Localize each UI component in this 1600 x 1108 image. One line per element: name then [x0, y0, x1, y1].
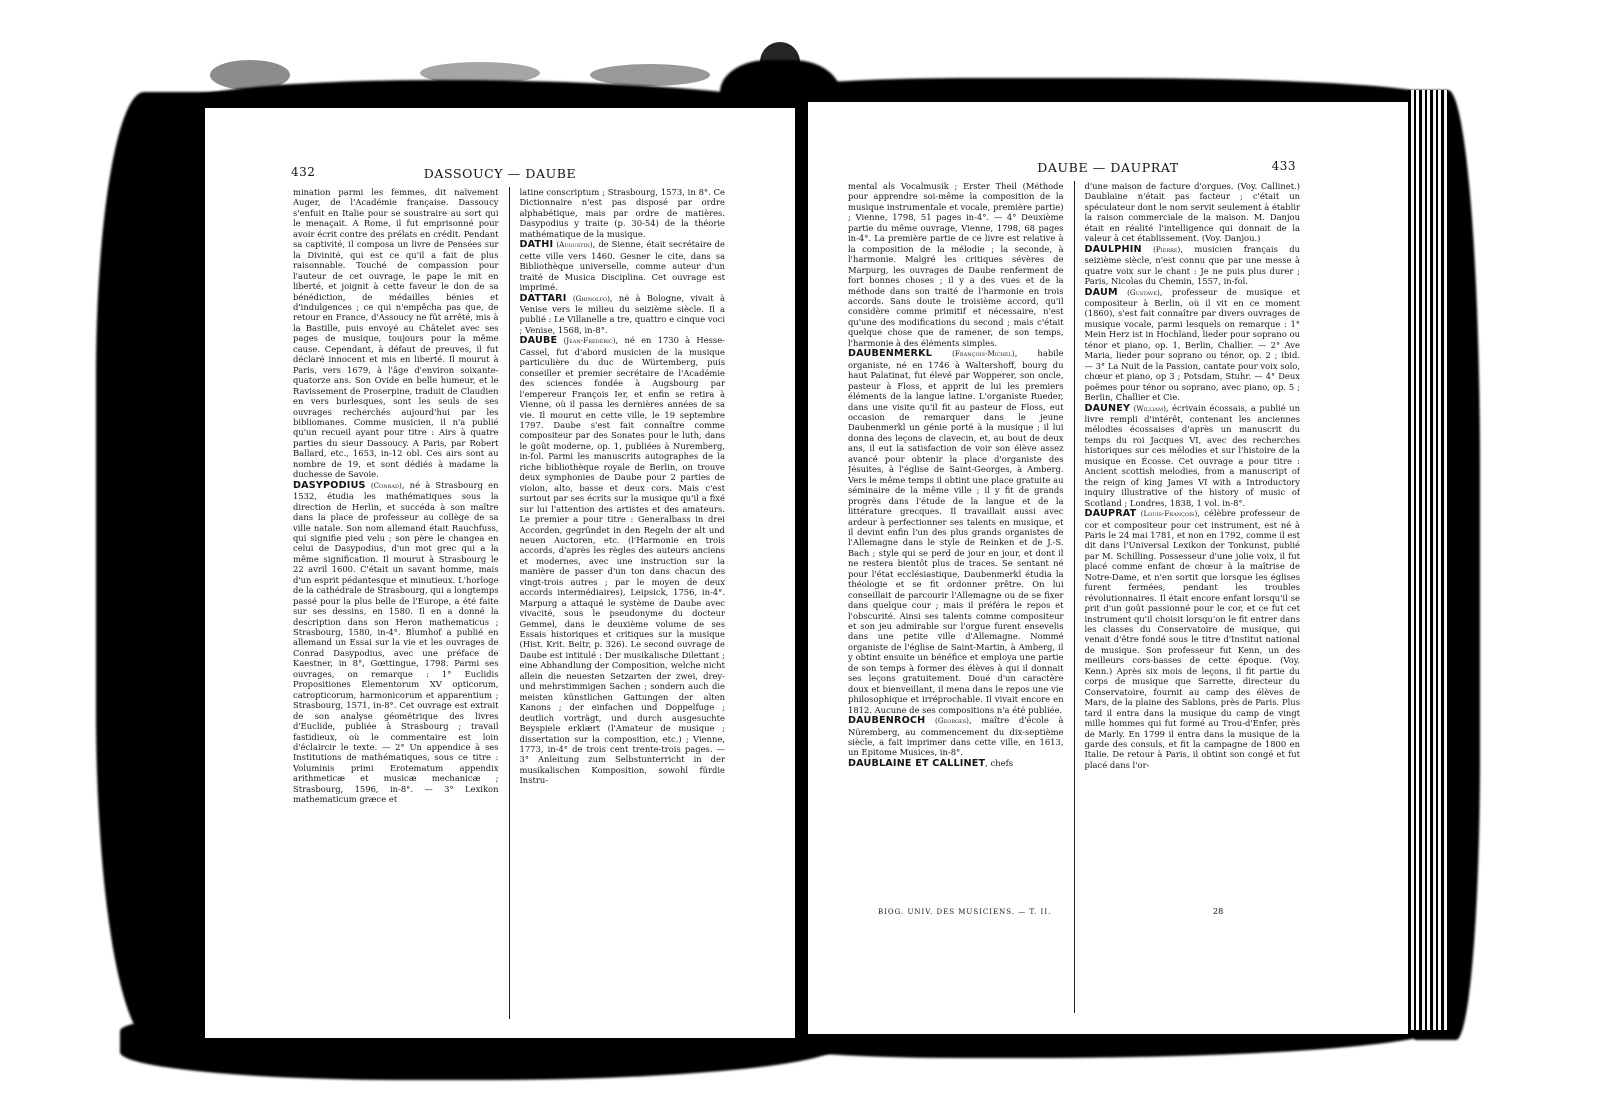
- entry-given-name: (Gustave): [1127, 287, 1160, 297]
- entry: [848, 758, 1064, 769]
- page-number: 432: [291, 165, 316, 179]
- scan-speckle: [760, 42, 800, 82]
- entry-headword: DAULPHIN: [1084, 243, 1142, 255]
- entry-headword: DAUM: [1084, 286, 1118, 298]
- entry-text: mental als Vocalmusik ; Erster Theil (Méthode pour apprendre soi-même la composition de la musique instrumentale et vocale, première partie) ; Vienne, 1798, 51 pages in-4°. — 4° Deuxième partie du même ouvrage, Vienne, 1798, 68 pages in-4°. La première partie de ce livre est relative à la composition de la mélodie ; la seconde, à l'harmonie. Malgré les critiques sévères de Marpurg, les ouvrages de Daube renferment de fort bonnes choses ; il y a des vues et de la méthode dans son traité de l'harmonie en trois accords. Sans doute le troisième accord, qu'il considère comme primitif et nécessaire, n'est qu'une des modifications du second ; mais c'était quelque chose que de ramener, de son temps, l'harmonie à des éléments simples.: [848, 181, 1064, 348]
- footer-imprint: BIOG. UNIV. DES MUSICIENS. — T. II.: [878, 908, 1052, 916]
- entry: [848, 181, 1064, 348]
- entry-given-name: (William): [1133, 403, 1166, 413]
- book-gutter: [793, 95, 809, 1035]
- running-head: DASSOUCY — DAUBE: [423, 166, 577, 181]
- entry-given-name: (Ghinolfo): [572, 293, 610, 303]
- entry: [1085, 181, 1301, 244]
- entry-given-name: (Jean-Frédéric): [563, 336, 616, 346]
- entry: [520, 293, 726, 336]
- entry-headword: DAUBLAINE ET CALLINET: [848, 757, 986, 769]
- entry: [1085, 403, 1301, 509]
- entry-text: , écrivain écossais, a publié un livre rempli d'intérêt, contenant les anciennes mélodies écossaises d'après un manuscrit du temps du roi Jacques VI, avec des recherches historiques sur ces mélodies et sur l'histoire de la musique en Écosse. Cet ouvrage a pour titre : Ancient scottish melodies, from a manuscript of the reign of king James VI with a Introductory inquiry illustrative of the history of music of Scotland ; Londres, 1838, 1 vol. in-8°.: [1084, 402, 1300, 508]
- entry-headword: DAUBE: [519, 335, 558, 347]
- entry-text: , habile organiste, né en 1746 à Waltershoff, bourg du haut Palatinat, fut élevé par Wopperer, son oncle, pasteur à Floss, et apprit de lui les premiers éléments de la langue latine. L'organiste Rueder, dans une visite qu'il fit au pasteur de Floss, eut occasion de remarquer dans le jeune Daubenmerkl un génie porté à la musique ; il lui donna des leçons de clavecin, et, au bout de deux ans, il eut la satisfaction de voir son élève assez avancé pour obtenir la place d'organiste des Jésuites, à l'église de Saint-Georges, à Amberg. Vers le même temps il obtint une place gratuite au séminaire de la même ville ; il y fit de grands progrès dans l'étude de la langue et de la littérature grecques. Il travaillait aussi avec ardeur à perfectionner ses talents en musique, et il devint enfin l'un des plus grands organistes de l'Allemagne dans le style de Reinken et de J.-S. Bach ; style qui se perd de jour en jour, et dont il ne restera bientôt plus de traces. Se sentant né pour l'état ecclésiastique, Daubenmerkl étudia la théologie et se fit ordonner prêtre. On lui conseillait de parcourir l'Allemagne ou de se fixer dans quelque cour ; mais il préféra le repos et l'obscurité. Ainsi ses talents comme compositeur et son jeu admirable sur l'orgue furent ensevelis dans une petite ville d'Allemagne. Nommé organiste de l'église de Saint-Martin, à Amberg, il y obtint ensuite un bénéfice et employa une partie de son temps à former des élèves à qui il donnait ses leçons gratuitement. Doué d'un caractère doux et bienveillant, il mena dans le repos une vie philosophique et irréprochable. Il vivait encore en 1812. Aucune de ses compositions n'a été publiée.: [848, 348, 1064, 715]
- column-rule: [1074, 181, 1075, 1013]
- entry-headword: DAUBENROCH: [848, 715, 926, 727]
- column-rule: [509, 187, 510, 1019]
- entry-text: mination parmi les femmes, dit naïvement Auger, de l'Académie française. Dassoucy s'enfuit en Italie pour se soustraire au sort qui le menaçait. A Rome, il fut emprisonné pour avoir écrit contre des prélats en crédit. Pendant sa captivité, il composa un livre de Pensées sur la Divinité, qui est ce qu'il a fait de plus raisonnable. Touché de compassion pour l'auteur de cet ouvrage, le pape le mit en liberté, et joignit à cette faveur le don de sa bénédiction, de médailles bénies et d'indulgences ; ce qui n'empêcha pas que, de retour en France, d'Assoucy ne fût arrêté, mis à la Bastille, puis envoyé au Châtelet avec ses pages de musique, toujours pour la même cause. Cependant, à défaut de preuves, il fut déclaré innocent et mis en liberté. Il mourut à Paris, vers 1679, à l'âge d'environ soixante-quatorze ans. Son Ovide en belle humeur, et le Ravissement de Proserpine, traduit de Claudien en vers burlesques, sont les seuls de ses ouvrages recherchés aujourd'hui par les bibliomanes. Comme musicien, il n'a publié qu'un recueil ayant pour titre : Airs à quatre parties du sieur Dassoucy. A Paris, par Robert Ballard, etc., 1653, in-12 obl. Ces airs sont au nombre de 19, et sont dédiés à madame la duchesse de Savoie.: [293, 187, 499, 480]
- column-1: [848, 181, 1064, 1013]
- column-2: [1085, 181, 1301, 1013]
- entry: [1085, 508, 1301, 770]
- page-number: 433: [1271, 159, 1296, 173]
- entry-headword: DAUPRAT: [1084, 508, 1137, 520]
- column-2: [520, 187, 726, 1019]
- entry-headword: DATTARI: [519, 292, 567, 304]
- entry: [848, 715, 1064, 758]
- entry-text: , né à Bologne, vivait à Venise vers le milieu du seizième siècle. Il a publié : Le Villanelle a tre, quattro e cinque voci ; Venise, 1568, in-8°.: [519, 292, 725, 335]
- scan-speckle: [590, 64, 710, 86]
- text-columns: [848, 181, 1300, 1013]
- entry: [1085, 244, 1301, 287]
- entry-given-name: (Georges): [935, 716, 969, 726]
- entry-text: d'une maison de facture d'orgues. (Voy. Callinet.) Daublaine n'était pas facteur ; c'était un spéculateur dont le nom servit seulement à établir la raison commerciale de la maison. M. Danjou était en réalité l'intelligence qui donnait de la valeur à cet établissement. (Voy. Danjou.): [1084, 181, 1300, 244]
- entry-text: , musicien français du seizième siècle, n'est connu que par une messe à quatre voix sur le chant : Je ne puis plus durer ; Paris, Nicolas du Chemin, 1557, in-fol.: [1084, 243, 1300, 287]
- column-1: [293, 187, 499, 1019]
- entry-given-name: (Louis-François): [1140, 509, 1198, 519]
- entry-headword: DATHI: [519, 239, 554, 251]
- entry: [293, 187, 499, 480]
- text-columns: [293, 187, 725, 1019]
- entry-text: , maître d'école à Nüremberg, au commencement du dix-septième siècle, a fait imprimer dans cette ville, en 1613, un Epitome Musices, in-8°.: [848, 715, 1064, 758]
- entry-text: , né à Strasbourg en 1532, étudia les mathématiques sous la direction de Herlin, et succéda à son maître dans la place de professeur au collège de sa ville natale. Son nom allemand était Rauchfuss, qui signifie pied velu ; son père le changea en celui de Dasypodius, d'un mot grec qui a la même signification. Il mourut à Strasbourg le 22 avril 1600. C'était un savant homme, mais d'un esprit pédantesque et minutieux. L'horloge de la cathédrale de Strasbourg, qui a longtemps passé pour la plus belle de l'Europe, a été faite sur ses dessins, en 1580. Il en a donné la description dans son Heron mathematicus ; Strasbourg, 1580, in-4°. Blumhof a publié en allemand un Essai sur la vie et les ouvrages de Conrad Dasypodius, avec une préface de Kaestner, in 8°, Gœttingue, 1798. Parmi ses ouvrages, on remarque : 1° Euclidis Propositiones Elementorum XV opticorum, catropticorum, harmonicorum et apparentium ; Strasbourg, 1571, in-8°. Cet ouvrage est extrait de son analyse géométrique des livres d'Euclide, publiée à Strasbourg ; travail fastidieux, où le commentaire est loin d'éclaircir le texte. — 2° Un appendice à ses Institutions de mathématiques, sous ce titre : Voluminis primi Erotematum appendix arithmeticæ et musicæ mechanicæ ; Strasbourg, 1596, in-8°. — 3° Lexikon mathematicum græce et: [293, 479, 499, 805]
- entry: [293, 480, 499, 805]
- entry: [520, 239, 726, 292]
- running-head: DAUBE — DAUPRAT: [1037, 160, 1179, 175]
- scan-speckle: [210, 60, 290, 90]
- entry-given-name: (Conrad): [370, 480, 402, 490]
- page-edges: [1408, 90, 1448, 1030]
- entry-headword: DAUNEY: [1084, 402, 1131, 414]
- entry-text: latine conscriptum ; Strasbourg, 1573, in 8°. Ce Dictionnaire n'est pas disposé par ordre alphabétique, mais par ordre de matières. Dasypodius y traite (p. 30-54) de la théorie mathématique de la musique.: [519, 187, 725, 239]
- entry: [520, 335, 726, 785]
- entry: [1085, 287, 1301, 403]
- signature-mark: 28: [1213, 907, 1224, 916]
- scan-speckle: [420, 62, 540, 84]
- entry-given-name: (Augustin): [556, 240, 593, 250]
- entry-given-name: (Pierre): [1153, 244, 1181, 254]
- entry-text: , de Sienne, était secrétaire de cette ville vers 1460. Gesner le cite, dans sa Bibliothèque universelle, comme auteur d'un traité de Musica Disciplina. Cet ouvrage est imprimé.: [519, 239, 725, 293]
- entry: [848, 348, 1064, 715]
- entry-text: , professeur de musique et compositeur à Berlin, où il vit en ce moment (1860), s'est fait connaître par divers ouvrages de musique vocale, parmi lesquels on remarque : 1° Mein Herz ist in Hochland, lieder pour soprano ou ténor et piano, op. 1, Berlin, Challier. — 2° Ave Maria, lieder pour soprano ou ténor, op. 2 ; ibid. — 3° La Nuit de la Passion, cantate pour voix solo, chœur et piano, op 3 ; Potsdam, Stuhr. — 4° Deux poëmes pour ténor ou soprano, avec piano, op. 5 ; Berlin, Challier et Cie.: [1084, 286, 1300, 403]
- left-page: [205, 108, 795, 1038]
- entry-headword: DASYPODIUS: [293, 479, 366, 491]
- entry-given-name: (François-Michel): [952, 349, 1015, 359]
- right-page: [808, 102, 1408, 1034]
- entry-text: , né en 1730 à Hesse-Cassel, fut d'abord musicien de la musique particulière du duc de Würtemberg, puis conseiller et premier secrétaire de l'Académie des sciences fondée à Augsbourg par l'empereur François Ier, et enfin se retira à Vienne, où il passa les dernières années de sa vie. Il mourut en cette ville, le 19 septembre 1797. Daube s'est fait connaître comme compositeur par des Sonates pour le luth, dans le goût moderne, op. 1, publiées à Nuremberg, in-fol. Parmi les manuscrits autographes de la riche bibliothèque royale de Berlin, on trouve deux symphonies de Daube pour 2 parties de violon, alto, basse et deux cors. Mais c'est surtout par ses écrits sur la musique qu'il a fixé sur lui l'attention des artistes et des amateurs. Le premier a pour titre : Generalbass in drei Accorden, gegründet in den Regeln der alt und neuen Auctoren, etc. (l'Harmonie en trois accords, d'après les règles des auteurs anciens et modernes, avec une instruction sur la manière de passer d'un ton dans chacun des vingt-trois autres ; par le moyen de deux accords intermédiaires), Leipsick, 1756, in-4°. Marpurg a attaqué le système de Daube avec vivacité, sous le pseudonyme du docteur Gemmel, dans le deuxième volume de ses Essais historiques et critiques sur la musique (Hist. Krit. Beitr, p. 326). Le second ouvrage de Daube est intitulé : Der musikalische Dilettant ; eine Abhandlung der Composition, welche nicht allein die neuesten Setzarten der zwei, drey-und mehrstimmigen Sachen ; sondern auch die meisten künstlichen Gattungen der alten Kanons ; der einfachen und Doppelfuge ; deutlich vorträgt, und durch ausgesuchte Beyspiele erklært (l'Amateur de musique ; dissertation sur la composition, etc.) ; Vienne, 1773, in-4° de trois cent trente-trois pages. — 3° Anleitung zum Selbstunterricht in der musikalischen Komposition, sowohl fürdie Instru-: [519, 335, 725, 786]
- entry-text: , célèbre professeur de cor et compositeur pour cet instrument, est né à Paris le 24 mai 1781, et non en 1792, comme il est dit dans l'Universal Lexikon der Tonkunst, publié par M. Schilling. Possesseur d'une jolie voix, il fut placé comme enfant de chœur à la maîtrise de Notre-Dame, et n'en sortit que lorsque les églises furent fermées, pendant les troubles révolutionnaires. Il était encore enfant lorsqu'il se prit d'un goût passionné pour le cor, et ce fut cet instrument qu'il choisit lorsqu'on le fit entrer dans les classes du Conservatoire de musique, qui venait d'être fondé sous le titre d'Institut national de musique. Son professeur fut Kenn, un des meilleurs cors-basses de cette époque. (Voy. Kenn.) Après six mois de leçons, il fit partie du corps de musique que Sarrette, directeur du Conservatoire, fournit au camp des élèves de Mars, de la plaine des Sablons, près de Paris. Plus tard il entra dans la musique du camp de vingt mille hommes qui fut formé au Trou-d'Enfer, près de Marly. En 1799 il entra dans la musique de la garde des consuls, et fit la campagne de 1800 en Italie. De retour à Paris, il obtint son congé et fut placé dans l'or-: [1084, 508, 1300, 770]
- entry: [520, 187, 726, 239]
- entry-text: , chefs: [985, 757, 1014, 768]
- entry-headword: DAUBENMERKL: [848, 348, 933, 360]
